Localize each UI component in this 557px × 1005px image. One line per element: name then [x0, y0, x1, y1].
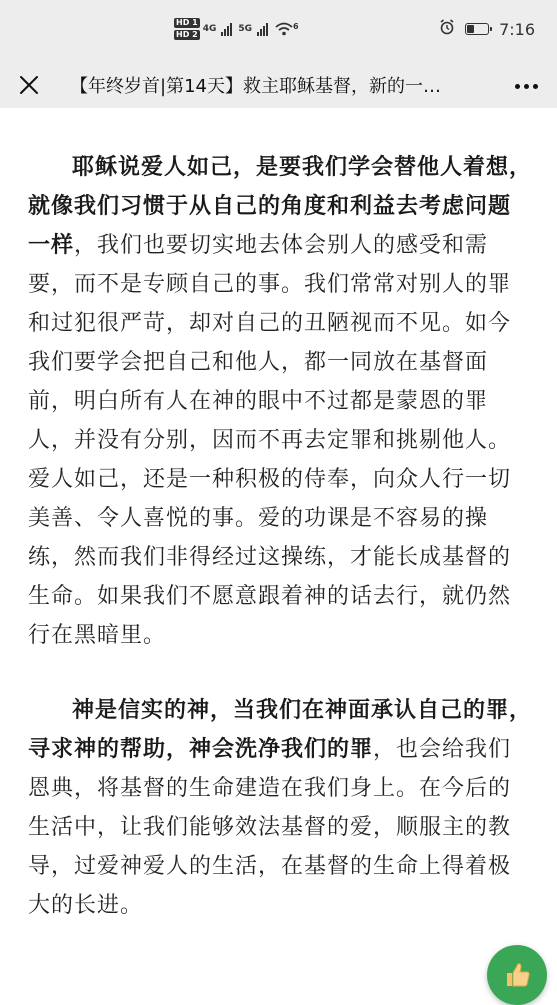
battery-icon	[465, 23, 489, 35]
more-button[interactable]	[511, 74, 541, 98]
nav-bar	[0, 62, 557, 108]
signal-icon	[221, 22, 232, 36]
paragraph-2-text: ，也会给我们恩典，将基督的生命建造在我们身上。在今后的生活中，让我们能够效法基督的爱，顺服主的教导，过爱神爱人的生活，在基督的生命上得着极大的长进。	[28, 737, 512, 918]
paragraph-2-emphasis: 神是信实的神，当我们在神面承认自己的罪，寻求神的帮助，神会洗净我们的罪	[28, 698, 533, 762]
more-icon-dot	[533, 84, 538, 89]
wifi-icon	[275, 22, 299, 36]
net1-label: 4G	[202, 24, 217, 34]
net2-label: 5G	[238, 24, 252, 34]
thumbs-up-icon	[501, 959, 533, 991]
article-paragraph-2	[28, 691, 533, 925]
paragraph-1-emphasis: 耶稣说爱人如己，是要我们学会替他人着想，就像我们习惯于从自己的角度和利益去考虑问题一样	[28, 155, 533, 258]
paragraph-1-text: ，我们也要切实地去体会别人的感受和需要，而不是专顾自己的事。我们常常对别人的罪和过犯很严苛，却对自己的丑陋视而不见。如今我们要学会把自己和他人，都一同放在基督面前，明白所有人在神的眼中不过都是蒙恩的罪人，并没有分别，因而不再去定罪和挑剔他人。爱人如己，还是一种积极的侍奉，向众人行一切美善、令人喜悦的事。爱的功课是不容易的操练，然而我们非得经过这操练，才能长成基督的生命。如果我们不愿意跟着神的话去行，就仍然行在黑暗里。	[28, 233, 512, 648]
status-right	[439, 19, 535, 39]
wifi-label: 6	[293, 22, 299, 31]
page-title: 【年终岁首|第14天】救主耶稣基督，新的一…	[70, 76, 441, 97]
hd2-badge: HD 2	[176, 30, 198, 39]
network-indicators	[174, 17, 299, 41]
article-paragraph-1	[28, 148, 533, 655]
status-bar	[0, 0, 557, 62]
more-icon-dot	[515, 84, 520, 89]
close-icon	[19, 75, 39, 95]
signal-icon-2	[257, 22, 268, 36]
article-body	[28, 148, 533, 925]
close-button[interactable]	[12, 68, 46, 102]
clock: 7:16	[499, 19, 535, 39]
more-icon-dot	[524, 84, 529, 89]
hd-badges	[174, 17, 200, 41]
hd1-badge: HD 1	[176, 18, 198, 27]
alarm-icon	[439, 19, 455, 39]
like-button[interactable]	[487, 945, 547, 1005]
